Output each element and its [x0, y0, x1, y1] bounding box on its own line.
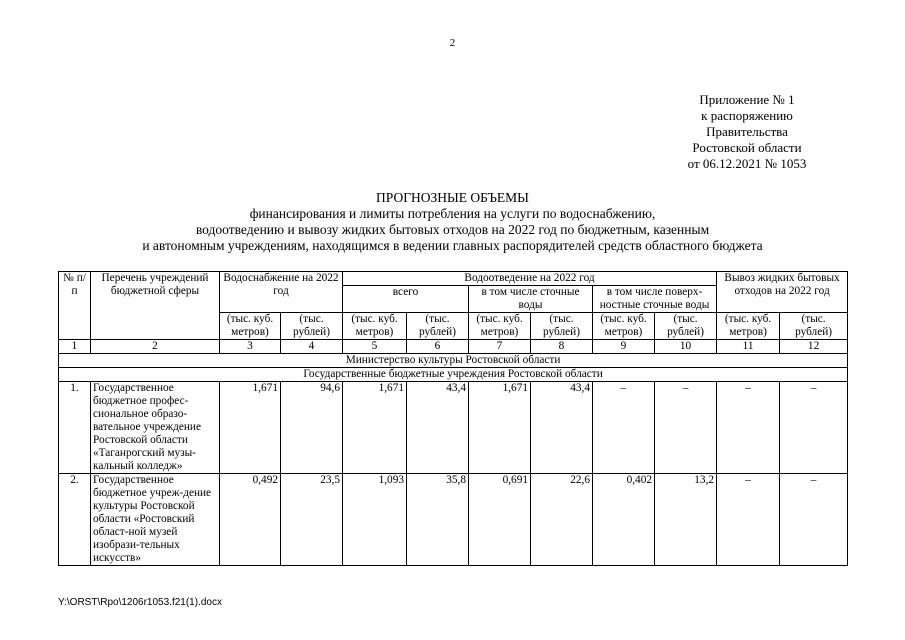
table-row: [59, 474, 848, 566]
unit-money: (тыс. рублей): [281, 313, 343, 340]
cell-value: 1,671: [220, 382, 281, 474]
header-num: № п/п: [59, 272, 91, 340]
title-heading: ПРОГНОЗНЫЕ ОБЪЕМЫ: [376, 190, 529, 205]
cell-value: –: [780, 474, 848, 566]
column-number: 5: [343, 340, 407, 354]
unit-money: (тыс. рублей): [655, 313, 717, 340]
cell-value: 0,492: [220, 474, 281, 566]
title-line: и автономным учреждениям, находящимся в ведении главных распорядителей средств областного бюджета: [142, 238, 763, 253]
page-number: 2: [449, 37, 456, 49]
ministry-name: Министерство культуры Ростовской области: [59, 354, 848, 368]
header-name: Перечень учреждений бюджетной сферы: [91, 272, 220, 340]
column-number: 7: [469, 340, 531, 354]
institution-group: Государственные бюджетные учреждения Ростовской области: [59, 368, 848, 382]
cell-value: 1,093: [343, 474, 407, 566]
header-drainage-waste: в том числе сточные воды: [469, 286, 593, 313]
appendix-block: [652, 92, 842, 172]
cell-value: 35,8: [407, 474, 469, 566]
column-number: 8: [531, 340, 593, 354]
title-line: финансирования и лимиты потребления на услуги по водоснабжению,: [249, 206, 656, 221]
row-num: 1.: [59, 382, 91, 474]
appendix-line: к распоряжению: [701, 108, 793, 123]
column-number-row: [59, 340, 848, 354]
budget-table: [58, 271, 848, 566]
cell-value: 1,671: [343, 382, 407, 474]
unit-volume: (тыс. куб. метров): [469, 313, 531, 340]
unit-volume: (тыс. куб. метров): [593, 313, 655, 340]
cell-value: 22,6: [531, 474, 593, 566]
column-number: 2: [91, 340, 220, 354]
appendix-line: Приложение № 1: [699, 92, 795, 107]
header-drainage-total: всего: [343, 286, 469, 313]
institution-name: Государственное бюджетное профес-сиональное образо-вательное учреждение Ростовской области «Таганрогский музы-кальный колледж»: [91, 382, 220, 474]
institution-name: Государственное бюджетное учреж-дение культуры Ростовской области «Ростовский област-ной музей изобрази-тельных искусств»: [91, 474, 220, 566]
unit-volume: (тыс. куб. метров): [343, 313, 407, 340]
cell-value: 94,6: [281, 382, 343, 474]
cell-value: 1,671: [469, 382, 531, 474]
row-num: 2.: [59, 474, 91, 566]
appendix-line: от 06.12.2021 № 1053: [687, 156, 807, 171]
column-number: 4: [281, 340, 343, 354]
document-title: [0, 190, 905, 254]
cell-value: 13,2: [655, 474, 717, 566]
unit-money: (тыс. рублей): [780, 313, 848, 340]
unit-volume: (тыс. куб. метров): [717, 313, 780, 340]
header-waste-removal: Вывоз жидких бытовых отходов на 2022 год: [717, 272, 848, 313]
column-number: 9: [593, 340, 655, 354]
column-number: 6: [407, 340, 469, 354]
cell-value: –: [593, 382, 655, 474]
cell-value: –: [655, 382, 717, 474]
column-number: 3: [220, 340, 281, 354]
unit-volume: (тыс. куб. метров): [220, 313, 281, 340]
group-row: [59, 368, 848, 382]
cell-value: –: [717, 474, 780, 566]
cell-value: –: [780, 382, 848, 474]
file-path-footer: Y:\ORST\Rpo\1206r1053.f21(1).docx: [58, 597, 222, 608]
header-row: [59, 272, 848, 286]
ministry-row: [59, 354, 848, 368]
cell-value: 23,5: [281, 474, 343, 566]
cell-value: 0,402: [593, 474, 655, 566]
cell-value: 43,4: [531, 382, 593, 474]
column-number: 12: [780, 340, 848, 354]
header-water-supply: Водоснабжение на 2022 год: [220, 272, 343, 313]
cell-value: –: [717, 382, 780, 474]
appendix-line: Правительства: [706, 124, 788, 139]
column-number: 10: [655, 340, 717, 354]
title-line: водоотведению и вывозу жидких бытовых отходов на 2022 год по бюджетным, казенным: [195, 222, 710, 237]
header-drainage: Водоотведение на 2022 год: [343, 272, 717, 286]
table-row: [59, 382, 848, 474]
unit-money: (тыс. рублей): [407, 313, 469, 340]
column-number: 11: [717, 340, 780, 354]
header-drainage-surface: в том числе поверх-ностные сточные воды: [593, 286, 717, 313]
cell-value: 43,4: [407, 382, 469, 474]
column-number: 1: [59, 340, 91, 354]
unit-money: (тыс. рублей): [531, 313, 593, 340]
cell-value: 0,691: [469, 474, 531, 566]
appendix-line: Ростовской области: [692, 140, 802, 155]
